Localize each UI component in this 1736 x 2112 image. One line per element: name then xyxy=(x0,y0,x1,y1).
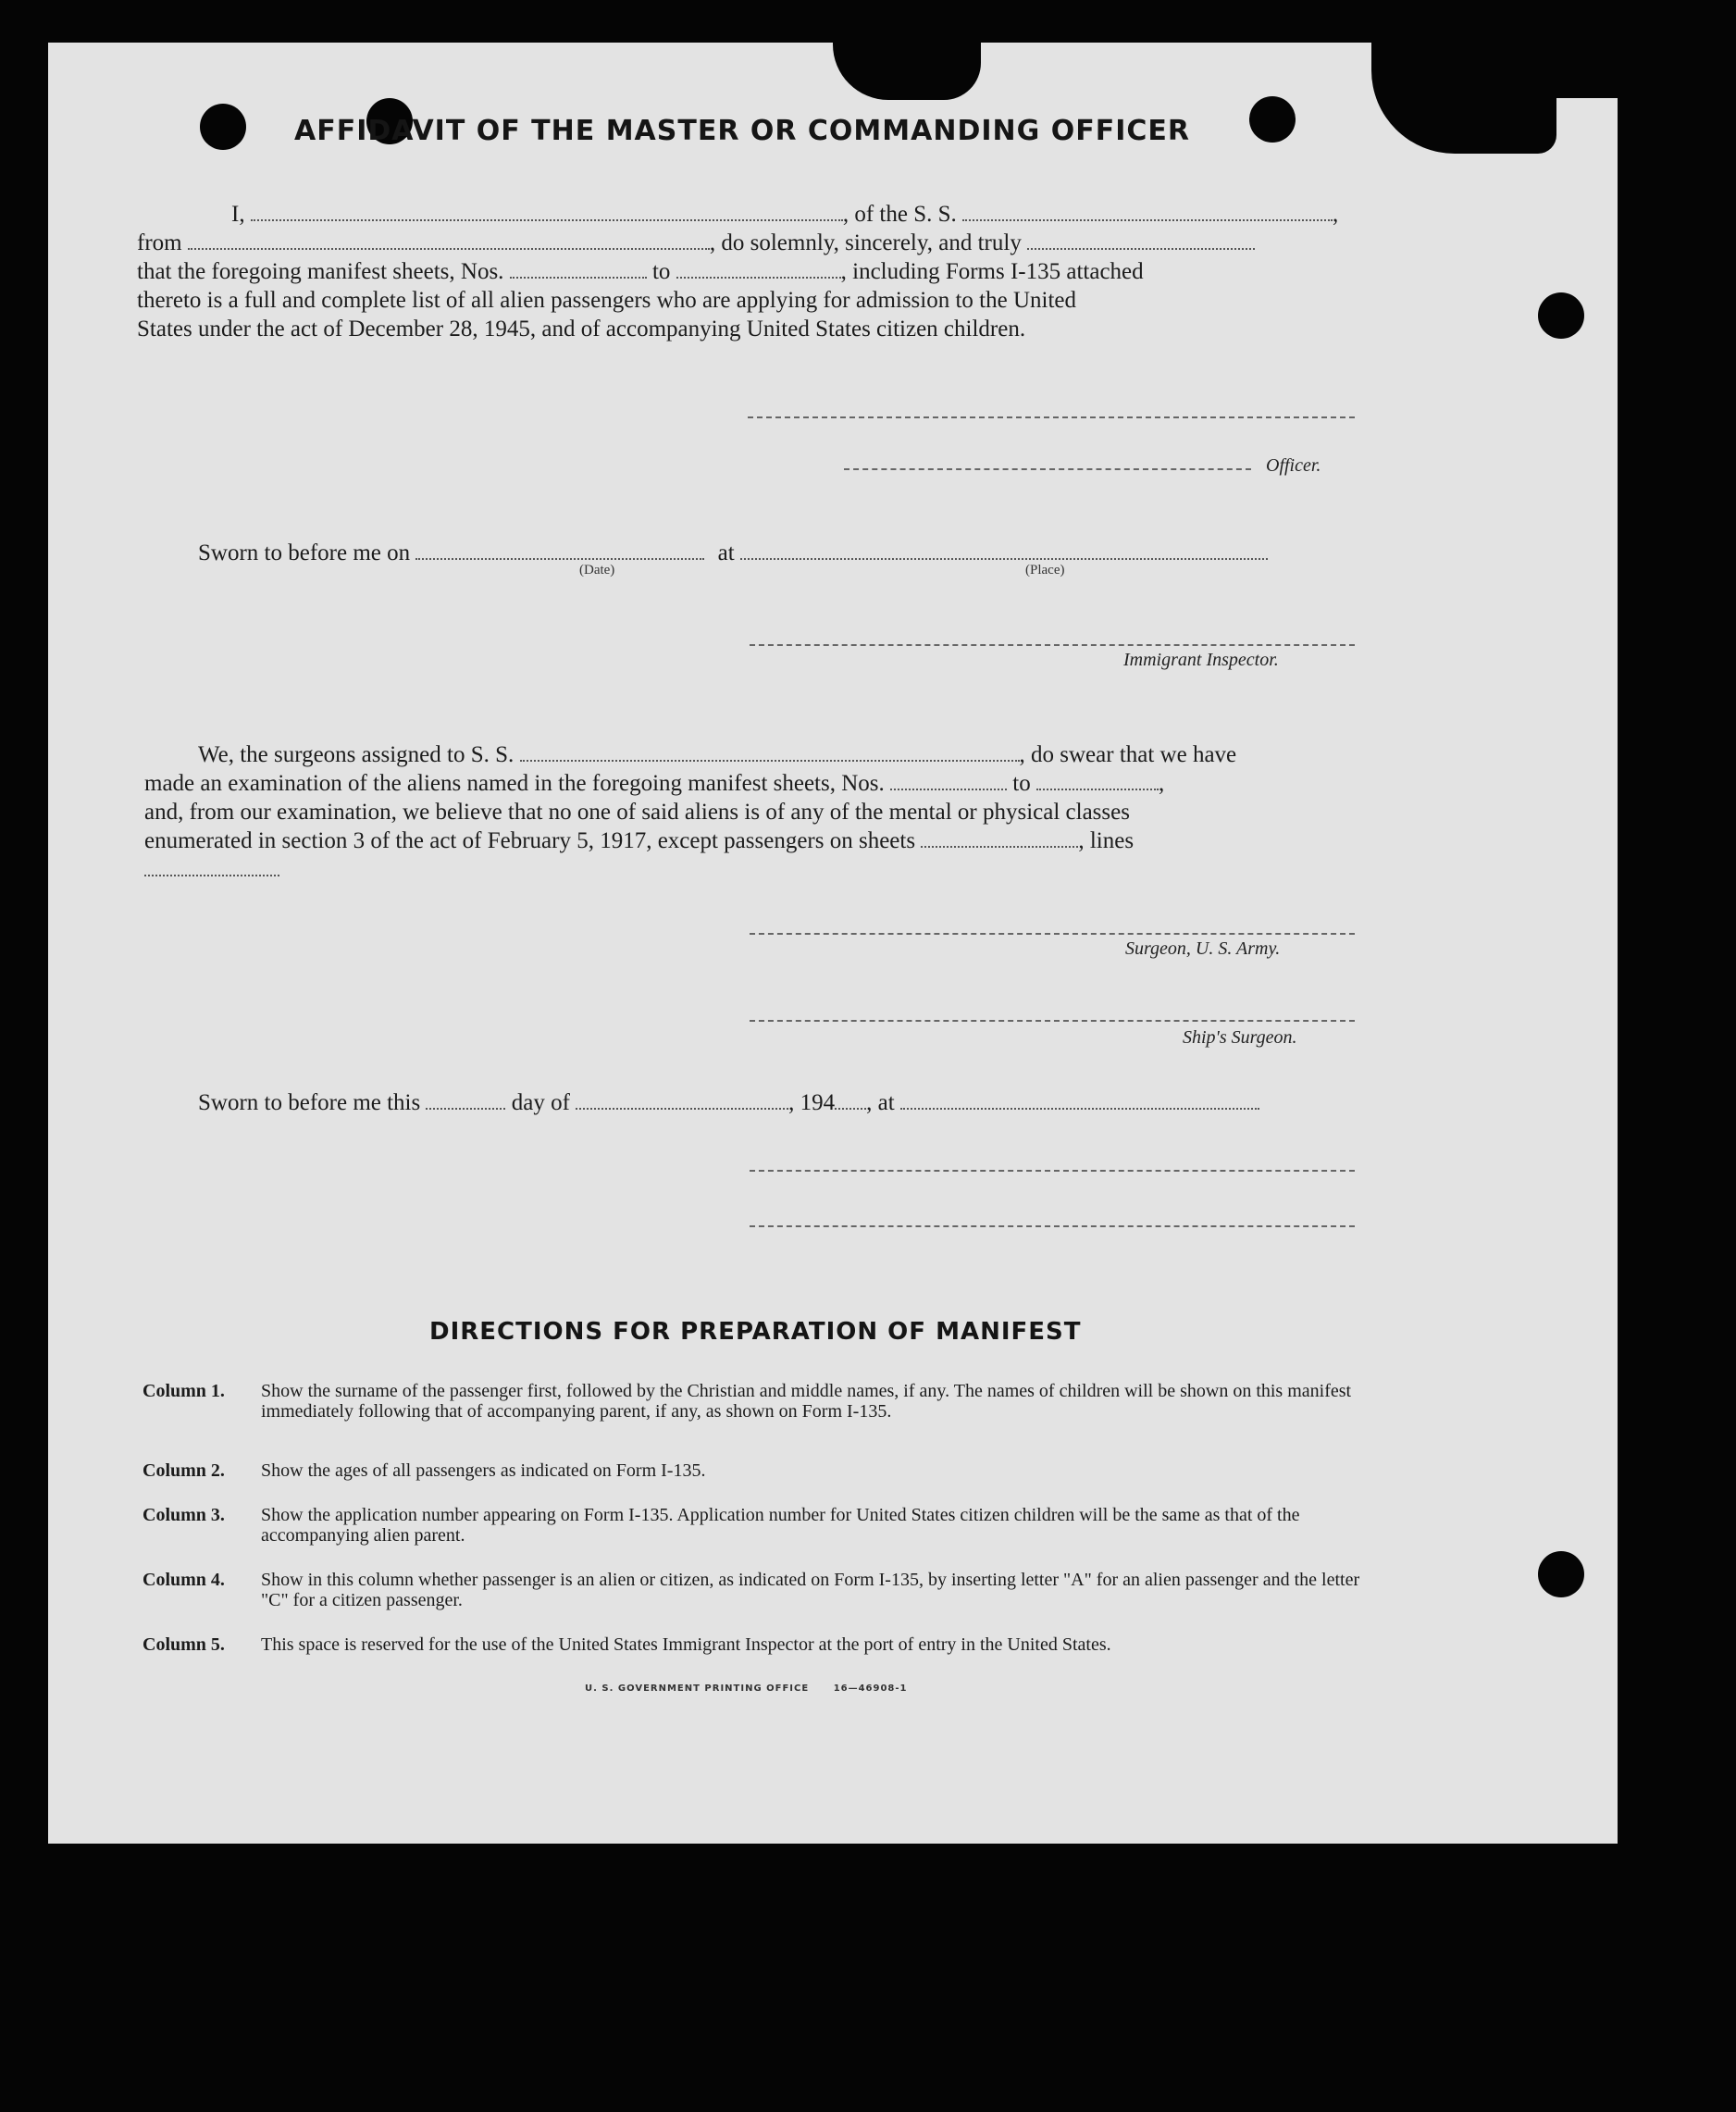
day-blank xyxy=(426,1092,505,1111)
surgeons-line-3: and, from our examination, we believe that no one of said aliens is of any of the mental or physical classes xyxy=(144,800,1130,825)
ship-name-blank xyxy=(962,204,1333,222)
affidavit-line-5: States under the act of December 28, 1945, and of accompanying United States citizen children. xyxy=(137,317,1026,342)
form-code: 16—46908-1 xyxy=(833,1683,908,1694)
direction-label: Column 2. xyxy=(143,1460,225,1481)
sworn-this-text: Sworn to before me this xyxy=(198,1090,421,1115)
year-text: , 194 xyxy=(788,1090,836,1115)
officer-signature-line-2 xyxy=(844,468,1251,470)
sworn2-at-text: , at xyxy=(866,1090,895,1115)
line-1-end: , xyxy=(1333,202,1339,227)
direction-text: Show the ages of all passengers as indicated on Form I-135. xyxy=(261,1460,706,1481)
inspector-signature-line xyxy=(750,644,1355,646)
form-page xyxy=(48,43,1618,1844)
direction-label: Column 4. xyxy=(143,1570,225,1590)
enumerated-text: enumerated in section 3 of the act of February 5, 1917, except passengers on sheets xyxy=(144,828,916,853)
punch-hole-right-upper xyxy=(1538,292,1584,339)
to-text: to xyxy=(651,259,671,284)
affidavit-i: I, xyxy=(231,202,245,227)
lines-blank xyxy=(144,859,279,877)
punch-hole-right-lower xyxy=(1538,1551,1584,1597)
directions-title: DIRECTIONS FOR PREPARATION OF MANIFEST xyxy=(429,1318,1082,1346)
line-2-blank xyxy=(1027,232,1255,251)
affidavit-line-4: thereto is a full and complete list of all alien passengers who are applying for admission to the United xyxy=(137,288,1077,313)
year-blank xyxy=(835,1092,866,1111)
sworn2-signature-line-1 xyxy=(750,1170,1355,1172)
surgeons-line-1 xyxy=(198,740,1236,769)
place-label: (Place) xyxy=(1025,563,1065,578)
month-blank xyxy=(576,1092,788,1111)
punch-hole-top-left xyxy=(200,104,246,150)
officer-signature-line-1 xyxy=(748,416,1355,418)
lines-text: , lines xyxy=(1078,828,1135,853)
direction-text: Show the surname of the passenger first, followed by the Christian and middle names, if any. The names of children will be shown on this manifest immediately following that of accompanying parent, if any, as shown on Form I-135. xyxy=(261,1381,1352,1422)
direction-label: Column 5. xyxy=(143,1634,225,1655)
punch-hole-top-right xyxy=(1249,96,1296,143)
sworn-at-text: at xyxy=(717,540,735,565)
surgeons-line-2-end: , xyxy=(1158,771,1165,796)
sworn-date-blank xyxy=(415,542,704,561)
affidavit-title: AFFIDAVIT OF THE MASTER OR COMMANDING OFFICER xyxy=(294,115,1190,147)
surgeons-line-4 xyxy=(144,826,1134,855)
sheets-blank xyxy=(921,830,1078,849)
of-ship-text: , of the S. S. xyxy=(842,202,957,227)
direction-label: Column 1. xyxy=(143,1381,225,1401)
torn-edge-top-right xyxy=(1371,43,1556,154)
surgeons-sheets-from-blank xyxy=(890,773,1007,791)
swear-text: , do swear that we have xyxy=(1019,742,1237,767)
sworn-line-2 xyxy=(198,1088,1259,1117)
ship-surgeon-signature-line xyxy=(750,1020,1355,1022)
torn-edge-right xyxy=(1555,43,1618,98)
examination-text: made an examination of the aliens named in the foregoing manifest sheets, Nos. xyxy=(144,771,885,796)
direction-text: This space is reserved for the use of the United States Immigrant Inspector at the port of entry in the United States. xyxy=(261,1634,1111,1655)
surgeons-to-text: to xyxy=(1012,771,1031,796)
sworn-place-blank xyxy=(740,542,1268,561)
sworn2-place-blank xyxy=(900,1092,1259,1111)
printer-footer xyxy=(585,1683,908,1694)
surgeons-text: We, the surgeons assigned to S. S. xyxy=(198,742,515,767)
surgeons-line-5 xyxy=(144,855,279,884)
army-surgeon-label: Surgeon, U. S. Army. xyxy=(1125,938,1281,959)
master-name-blank xyxy=(251,204,843,222)
ship-surgeon-label: Ship's Surgeon. xyxy=(1183,1027,1297,1048)
date-label: (Date) xyxy=(579,563,615,578)
direction-text: Show in this column whether passenger is an alien or citizen, as indicated on Form I-135, by inserting letter "A" for an alien passenger and the letter "C" for a citizen passenger. xyxy=(261,1570,1360,1610)
forms-text: , including Forms I-135 attached xyxy=(840,259,1144,284)
surgeons-line-2 xyxy=(144,769,1164,798)
direction-label: Column 3. xyxy=(143,1505,225,1525)
surgeons-sheets-to-blank xyxy=(1036,773,1159,791)
torn-edge-top xyxy=(833,43,981,100)
inspector-label: Immigrant Inspector. xyxy=(1123,650,1279,670)
day-of-text: day of xyxy=(511,1090,570,1115)
surgeons-ship-blank xyxy=(520,744,1020,763)
army-surgeon-signature-line xyxy=(750,933,1355,935)
from-text: from xyxy=(137,230,182,255)
printer-name: U. S. GOVERNMENT PRINTING OFFICE xyxy=(585,1683,810,1694)
sheets-text: that the foregoing manifest sheets, Nos. xyxy=(137,259,504,284)
sheets-from-blank xyxy=(510,261,647,280)
affidavit-line-3 xyxy=(137,257,1144,286)
sworn2-signature-line-2 xyxy=(750,1225,1355,1227)
affidavit-line-1 xyxy=(185,200,1338,229)
sheets-to-blank xyxy=(676,261,841,280)
sworn-line-1 xyxy=(198,539,1268,567)
from-port-blank xyxy=(188,232,710,251)
solemnly-text: , do solemnly, sincerely, and truly xyxy=(709,230,1022,255)
affidavit-line-2 xyxy=(137,229,1255,257)
sworn-text: Sworn to before me on xyxy=(198,540,411,565)
direction-text: Show the application number appearing on Form I-135. Application number for United States citizen children will be the same as that of the accompanying alien parent. xyxy=(261,1505,1300,1546)
officer-label: Officer. xyxy=(1266,455,1321,476)
